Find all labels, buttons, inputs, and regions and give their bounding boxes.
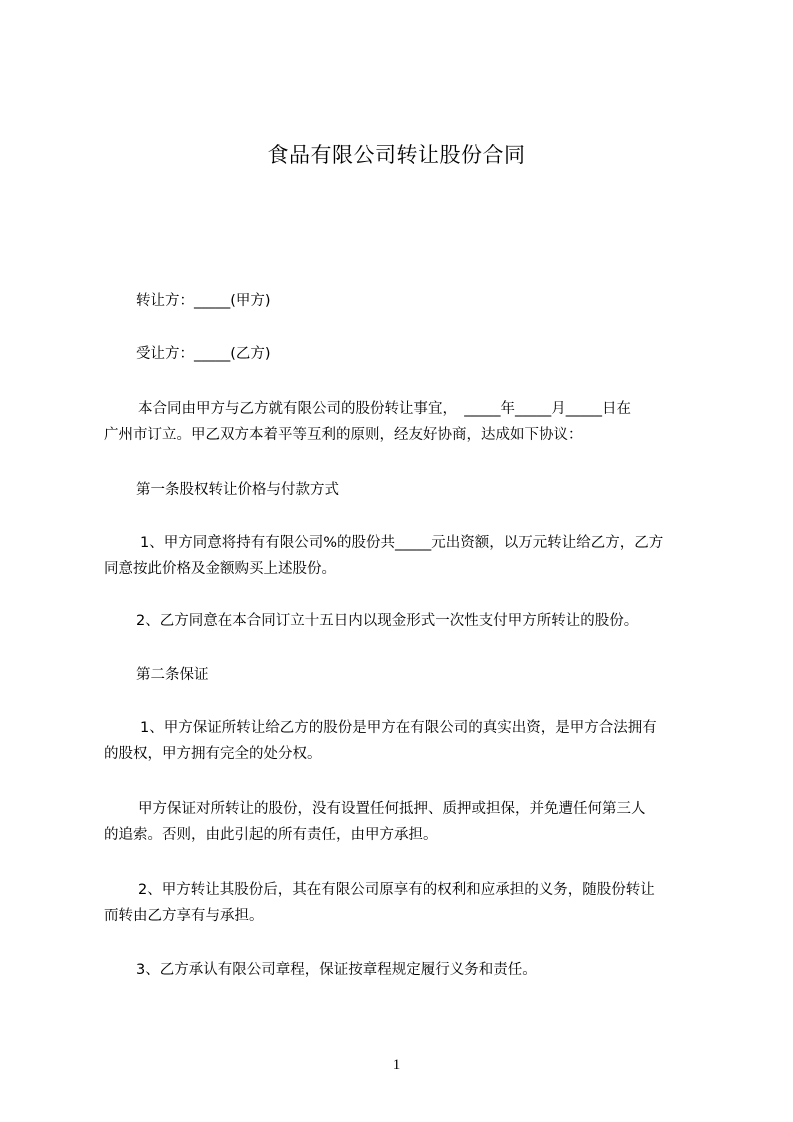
document-title: 食品有限公司转让股份合同 — [267, 143, 526, 167]
section-heading: 第一条股权转让价格与付款方式 — [136, 482, 339, 498]
paragraph-line: 3、乙方承认有限公司章程，保证按章程规定履行义务和责任。 — [136, 962, 537, 978]
paragraph-line: 转让方：_____(甲方) — [136, 293, 271, 309]
paragraph-transferee — [104, 341, 736, 367]
paragraph-line: 的追索。否则，由此引起的所有责任，由甲方承担。 — [104, 827, 438, 843]
paragraph-transferor — [104, 288, 736, 314]
paragraph-line: 本合同由甲方与乙方就有限公司的股份转让事宜， _____年_____月_____日在 — [138, 401, 631, 417]
section-heading-article-2 — [104, 662, 736, 688]
paragraph-line: 1、甲方保证所转让给乙方的股份是甲方在有限公司的真实出资，是甲方合法拥有 — [140, 720, 657, 736]
paragraph-clause-1-2 — [104, 608, 736, 634]
paragraph-clause-1-1 — [104, 530, 704, 582]
paragraph-clause-2-3 — [104, 957, 736, 983]
paragraph-line: 1、甲方同意将持有有限公司%的股份共_____元出资额，以万元转让给乙方，乙方 — [140, 535, 664, 551]
page-number: 1 — [392, 1057, 401, 1073]
paragraph-preamble — [104, 396, 704, 448]
paragraph-line: 2、乙方同意在本合同订立十五日内以现金形式一次性支付甲方所转让的股份。 — [136, 613, 639, 629]
section-heading-article-1 — [104, 477, 736, 503]
paragraph-line: 2、甲方转让其股份后，其在有限公司原享有的权利和应承担的义务，随股份转让 — [138, 882, 655, 898]
paragraph-line: 甲方保证对所转让的股份，没有设置任何抵押、质押或担保，并免遭任何第三人 — [138, 801, 646, 817]
paragraph-clause-2-guarantee — [104, 796, 704, 848]
paragraph-line: 而转由乙方享有与承担。 — [104, 908, 264, 924]
paragraph-line: 的股权，甲方拥有完全的处分权。 — [104, 746, 322, 762]
paragraph-clause-2-1 — [104, 715, 704, 767]
section-heading: 第二条保证 — [136, 667, 209, 683]
paragraph-line: 受让方：_____(乙方) — [136, 346, 271, 362]
paragraph-clause-2-2 — [104, 877, 704, 929]
paragraph-line: 同意按此价格及金额购买上述股份。 — [104, 561, 336, 577]
paragraph-line: 广州市订立。甲乙双方本着平等互利的原则，经友好协商，达成如下协议： — [104, 427, 583, 443]
